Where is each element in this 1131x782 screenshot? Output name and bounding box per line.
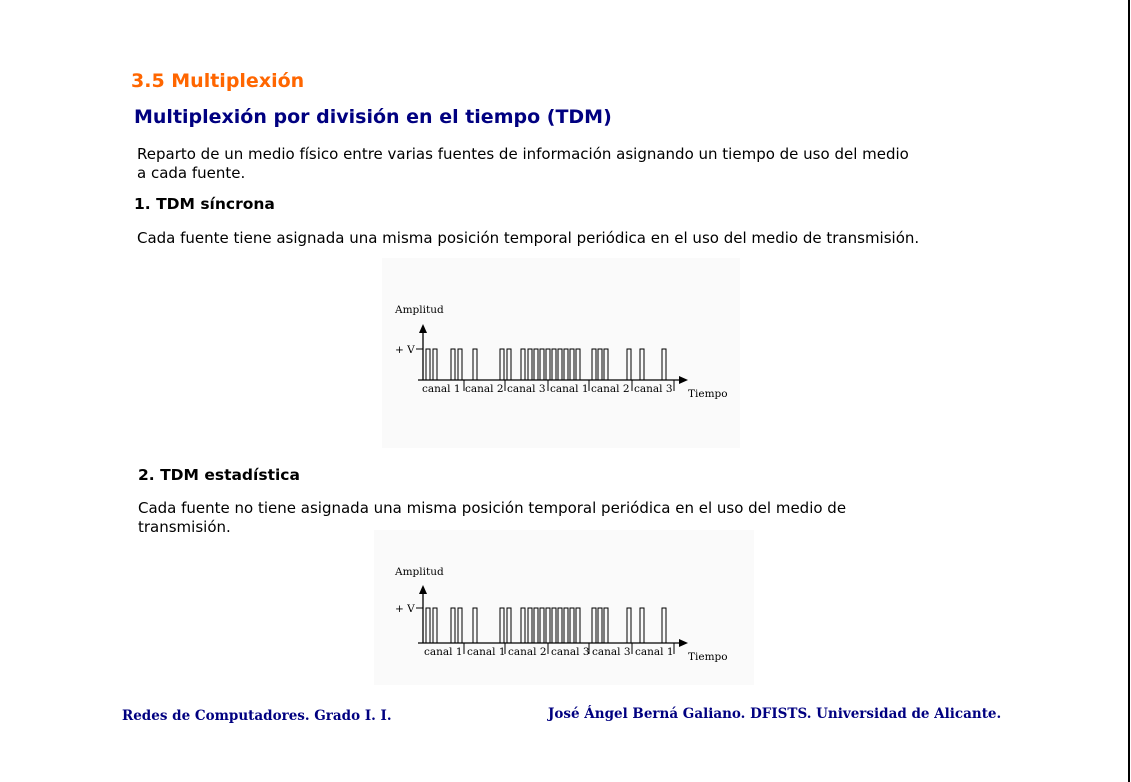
- level-label: + V: [395, 603, 415, 615]
- y-axis-label: Amplitud: [395, 566, 444, 578]
- slot-label: canal 3: [551, 646, 590, 658]
- intro-line-1: Reparto de un medio físico entre varias fuentes de información asignando un tiempo de uso del medio: [137, 145, 909, 163]
- slot-label: canal 1: [424, 646, 463, 658]
- x-axis-arrow: [679, 376, 688, 384]
- footer-author: José Ángel Berná Galiano. DFISTS. Universidad de Alicante.: [548, 706, 1002, 722]
- y-axis-label: Amplitud: [395, 304, 444, 316]
- sync-tdm-description: Cada fuente tiene asignada una misma posición temporal periódica en el uso del medio de transmisión.: [137, 229, 920, 247]
- slot-label: canal 2: [465, 383, 504, 395]
- x-axis-arrow: [679, 639, 688, 647]
- sync-tdm-title: 1. TDM síncrona: [134, 195, 275, 213]
- slot-label: canal 1: [635, 646, 674, 658]
- intro-paragraph: [137, 145, 909, 183]
- sync-tdm-diagram: [382, 258, 740, 448]
- x-axis-label: Tiempo: [688, 651, 728, 663]
- y-axis-arrow: [419, 585, 427, 594]
- slot-label: canal 1: [422, 383, 461, 395]
- footer-course: Redes de Computadores. Grado I. I.: [122, 708, 392, 724]
- section-title: 3.5 Multiplexión: [131, 70, 305, 92]
- stat-line-2: transmisión.: [138, 518, 231, 536]
- level-label: + V: [395, 344, 415, 356]
- stat-line-1: Cada fuente no tiene asignada una misma posición temporal periódica en el uso del medio de: [138, 499, 847, 517]
- pulse-train: [426, 349, 666, 380]
- stat-tdm-diagram: [374, 530, 754, 685]
- x-axis-label: Tiempo: [688, 388, 728, 400]
- slide-heading: Multiplexión por división en el tiempo (TDM): [134, 106, 612, 128]
- slot-label: canal 2: [591, 383, 630, 395]
- pulse-train: [426, 608, 666, 643]
- stat-tdm-svg: [374, 530, 754, 685]
- slot-label: canal 3: [507, 383, 546, 395]
- y-axis-arrow: [419, 324, 427, 333]
- slot-label: canal 1: [467, 646, 506, 658]
- intro-line-2: a cada fuente.: [137, 164, 246, 182]
- slot-label: canal 1: [550, 383, 589, 395]
- sync-tdm-svg: [382, 258, 740, 448]
- slot-label: canal 2: [508, 646, 547, 658]
- stat-tdm-title: 2. TDM estadística: [138, 466, 300, 484]
- slot-label: canal 3: [592, 646, 631, 658]
- slot-label: canal 3: [634, 383, 673, 395]
- right-border: [1128, 0, 1130, 782]
